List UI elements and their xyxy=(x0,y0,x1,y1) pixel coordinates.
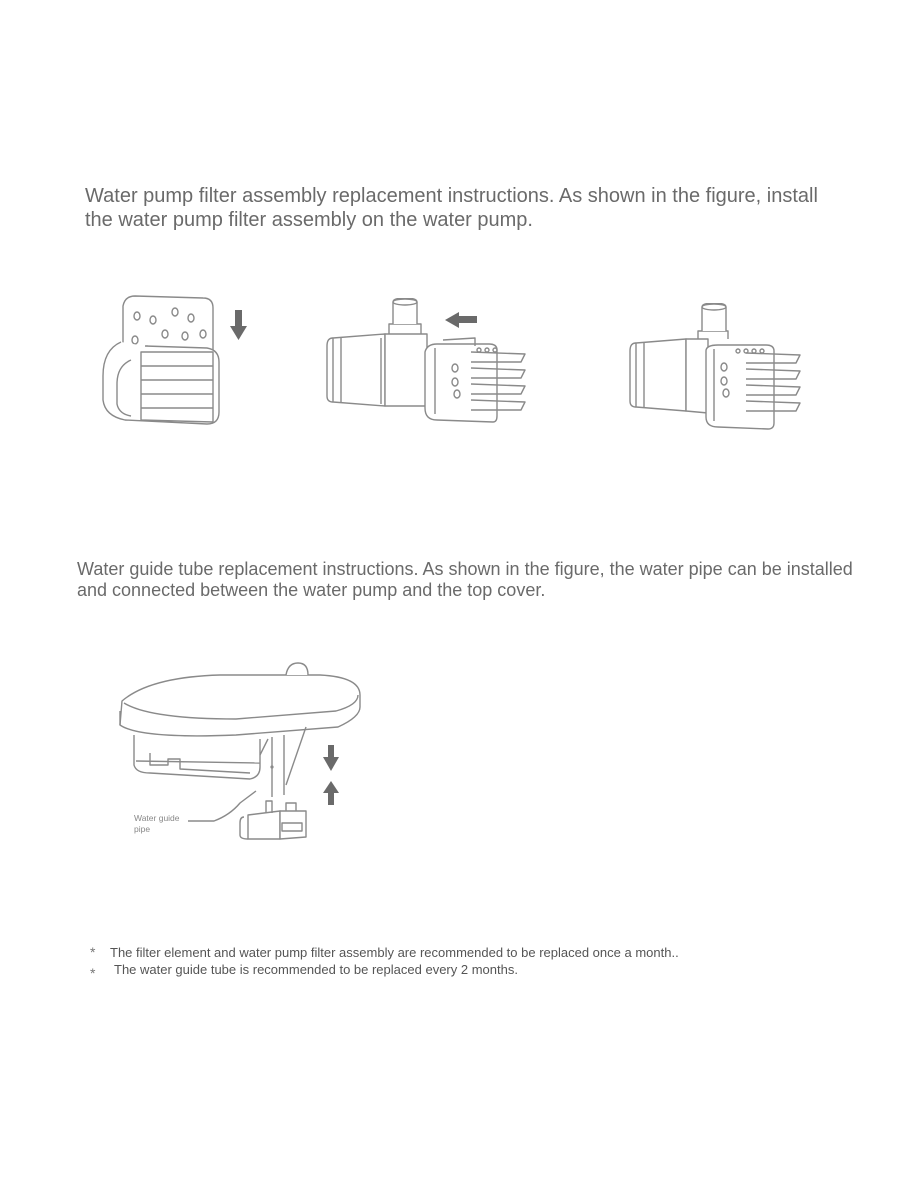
note-item xyxy=(90,961,810,981)
note-text: The water guide tube is recommended to be replaced every 2 months. xyxy=(114,962,518,977)
up-arrow-icon xyxy=(323,781,339,805)
filter-assembly-step2-illustration xyxy=(325,298,540,433)
down-arrow-icon xyxy=(323,745,339,771)
assembled-pump-illustration xyxy=(628,303,803,433)
note-item xyxy=(90,944,810,961)
water-guide-tube-instruction: Water guide tube replacement instructions. As shown in the figure, the water pipe can be installed and connected between the water pump and the top cover. xyxy=(77,559,853,600)
note-text: The filter element and water pump filter assembly are recommended to be replaced once a month.. xyxy=(110,945,679,960)
down-arrow-icon xyxy=(230,310,247,340)
water-guide-pipe-label-line1: Water guide xyxy=(134,813,180,823)
left-arrow-icon xyxy=(445,312,477,328)
asterisk-bullet: * xyxy=(90,965,96,981)
filter-assembly-step1-illustration xyxy=(95,290,265,430)
water-guide-tube-illustration xyxy=(110,655,375,855)
replacement-notes xyxy=(90,944,810,981)
asterisk-bullet: * xyxy=(90,944,96,960)
filter-assembly-instruction: Water pump filter assembly replacement instructions. As shown in the figure, install the water pump filter assembly on the water pump. xyxy=(85,185,818,231)
water-guide-pipe-label-line2: pipe xyxy=(134,824,151,834)
